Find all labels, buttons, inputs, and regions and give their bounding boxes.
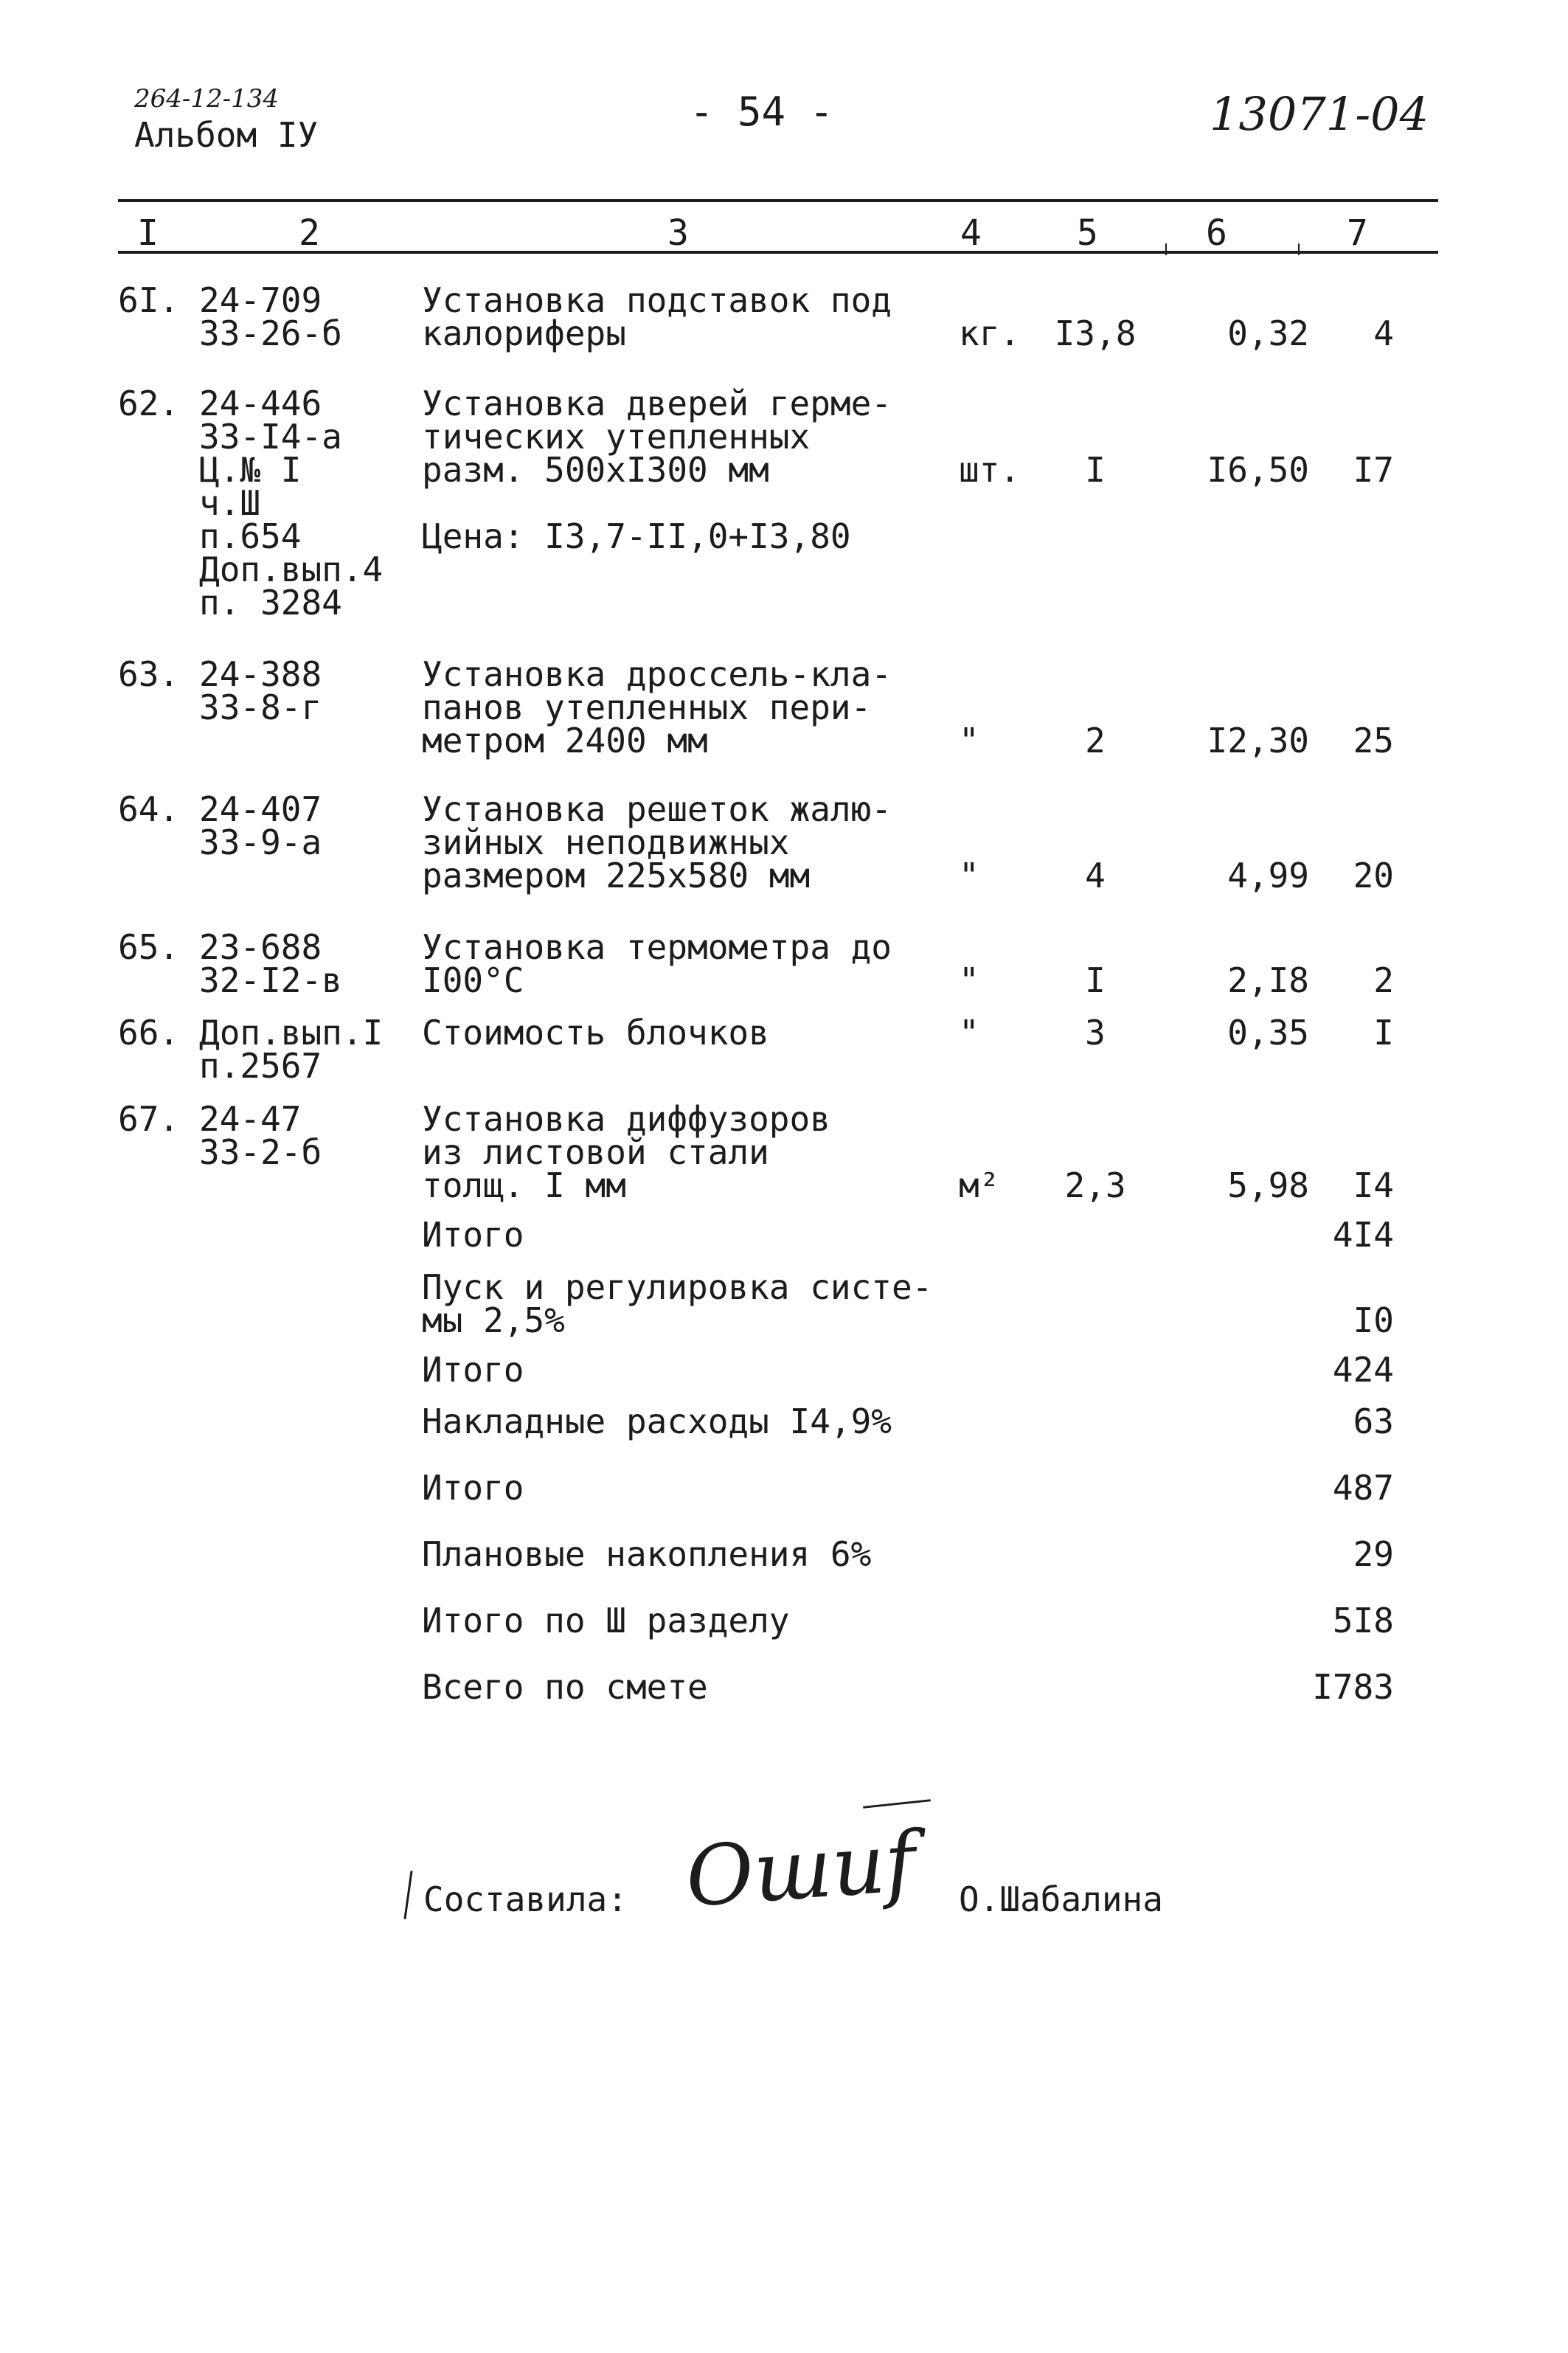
summary-value: I0 bbox=[1353, 1300, 1394, 1340]
quantity: 2,3 bbox=[1064, 1165, 1126, 1205]
summary-value: 29 bbox=[1353, 1534, 1394, 1574]
code-line: ч.Ш bbox=[199, 483, 261, 523]
column-header-7: 7 bbox=[1347, 212, 1368, 254]
summary-value: I783 bbox=[1312, 1667, 1394, 1707]
column-header-2: 2 bbox=[299, 212, 320, 254]
signature-label: Составила: bbox=[423, 1879, 628, 1919]
code-line: Доп.вып.I bbox=[199, 1013, 384, 1053]
unit-price: I6,50 bbox=[1207, 450, 1309, 490]
description-line: Установка подставок под bbox=[422, 280, 892, 320]
code-line: Ц.№ I bbox=[199, 450, 302, 490]
code-line: п.2567 bbox=[199, 1046, 322, 1086]
code-line: п. 3284 bbox=[199, 583, 342, 623]
summary-value: 63 bbox=[1353, 1401, 1394, 1441]
column-header-6: 6 bbox=[1206, 212, 1227, 254]
description-line: Установка дверей герме- bbox=[422, 384, 892, 423]
row-number: 66. bbox=[118, 1013, 180, 1053]
handwritten-signature: Ошиf bbox=[682, 1814, 919, 1926]
row-number: 62. bbox=[118, 384, 180, 423]
summary-value: 487 bbox=[1332, 1468, 1394, 1508]
price-note: Цена: I3,7-II,0+I3,80 bbox=[422, 516, 851, 556]
code-line: 24-709 bbox=[199, 280, 322, 320]
description-line: размером 225х580 мм bbox=[422, 856, 811, 895]
code-line: 32-I2-в bbox=[199, 960, 342, 1000]
unit-price: I2,30 bbox=[1207, 721, 1309, 760]
unit: " bbox=[959, 721, 979, 760]
summary-label: Итого bbox=[422, 1468, 524, 1508]
code-line: 33-26-б bbox=[199, 313, 342, 353]
total: I bbox=[1373, 1013, 1394, 1053]
unit: " bbox=[959, 1013, 979, 1053]
summary-value: 424 bbox=[1332, 1350, 1394, 1390]
quantity: 2 bbox=[1085, 721, 1106, 760]
code-line: 33-I4-а bbox=[199, 417, 342, 457]
summary-label: Итого bbox=[422, 1215, 524, 1255]
table-top-rule bbox=[118, 199, 1438, 202]
signature-stroke bbox=[863, 1799, 931, 1809]
row-number: 63. bbox=[118, 654, 180, 694]
unit-price: 0,35 bbox=[1227, 1013, 1309, 1053]
document-code: 264-12-134 bbox=[134, 84, 280, 114]
column-header-5: 5 bbox=[1077, 212, 1098, 254]
description-line: разм. 500хI300 мм bbox=[422, 450, 769, 490]
unit: м² bbox=[959, 1165, 1000, 1205]
unit: " bbox=[959, 960, 979, 1000]
code-line: 24-47 bbox=[199, 1099, 302, 1139]
total: 20 bbox=[1353, 856, 1394, 895]
description-line: из листовой стали bbox=[422, 1132, 769, 1172]
description-line: Установка диффузоров bbox=[422, 1099, 830, 1139]
column-header-4: 4 bbox=[960, 212, 982, 254]
total: 4 bbox=[1373, 313, 1394, 353]
quantity: I3,8 bbox=[1054, 313, 1137, 353]
page-number: - 54 - bbox=[690, 89, 834, 135]
row-number: 64. bbox=[118, 789, 180, 829]
code-line: 24-407 bbox=[199, 789, 322, 829]
column-tick bbox=[1165, 243, 1167, 255]
summary-label: Плановые накопления 6% bbox=[422, 1534, 872, 1574]
summary-value: 4I4 bbox=[1332, 1215, 1394, 1255]
description-line: панов утепленных пери- bbox=[422, 687, 872, 727]
unit-price: 5,98 bbox=[1227, 1165, 1309, 1205]
album-label: Альбом IУ bbox=[134, 115, 319, 155]
column-tick bbox=[1298, 243, 1300, 255]
description-line: Установка термометра до bbox=[422, 927, 892, 967]
quantity: I bbox=[1085, 960, 1106, 1000]
quantity: 4 bbox=[1085, 856, 1106, 895]
description-line: калориферы bbox=[422, 313, 626, 353]
doc-number: 13071-04 bbox=[1210, 87, 1429, 141]
summary-label: Пуск и регулировка систе- мы 2,5% bbox=[422, 1267, 933, 1340]
code-line: Доп.вып.4 bbox=[199, 550, 384, 589]
code-line: 24-446 bbox=[199, 384, 322, 423]
unit: шт. bbox=[959, 450, 1021, 490]
quantity: I bbox=[1085, 450, 1106, 490]
description-line: Стоимость блочков bbox=[422, 1013, 769, 1053]
code-line: 33-2-б bbox=[199, 1132, 322, 1172]
total: I4 bbox=[1353, 1165, 1394, 1205]
total: 2 bbox=[1373, 960, 1394, 1000]
column-header-3: 3 bbox=[667, 212, 689, 254]
description-line: зийных неподвижных bbox=[422, 822, 790, 862]
quantity: 3 bbox=[1085, 1013, 1106, 1053]
signer-name: О.Шабалина bbox=[959, 1879, 1163, 1919]
description-line: тических утепленных bbox=[422, 417, 811, 457]
code-line: 24-388 bbox=[199, 654, 322, 694]
row-number: 65. bbox=[118, 927, 180, 967]
summary-label: Итого bbox=[422, 1350, 524, 1390]
code-line: п.654 bbox=[199, 516, 302, 556]
unit: кг. bbox=[959, 313, 1021, 353]
unit-price: 4,99 bbox=[1227, 856, 1309, 895]
total: I7 bbox=[1353, 450, 1394, 490]
row-number: 67. bbox=[118, 1099, 180, 1139]
signature-bracket bbox=[403, 1871, 412, 1919]
unit-price: 2,I8 bbox=[1227, 960, 1309, 1000]
summary-label: Итого по Ш разделу bbox=[422, 1601, 790, 1640]
code-line: 33-9-а bbox=[199, 822, 322, 862]
description-line: Установка дроссель-кла- bbox=[422, 654, 892, 694]
description-line: I00°С bbox=[422, 960, 524, 1000]
description-line: метром 2400 мм bbox=[422, 721, 708, 760]
summary-label: Накладные расходы I4,9% bbox=[422, 1401, 892, 1441]
code-line: 23-688 bbox=[199, 927, 322, 967]
column-header-1: I bbox=[137, 212, 159, 254]
summary-label: Всего по смете bbox=[422, 1667, 708, 1707]
row-number: 6I. bbox=[118, 280, 180, 320]
description-line: Установка решеток жалю- bbox=[422, 789, 892, 829]
total: 25 bbox=[1353, 721, 1394, 760]
code-line: 33-8-г bbox=[199, 687, 322, 727]
unit-price: 0,32 bbox=[1227, 313, 1309, 353]
summary-value: 5I8 bbox=[1332, 1601, 1394, 1640]
unit: " bbox=[959, 856, 979, 895]
description-line: толщ. I мм bbox=[422, 1165, 626, 1205]
